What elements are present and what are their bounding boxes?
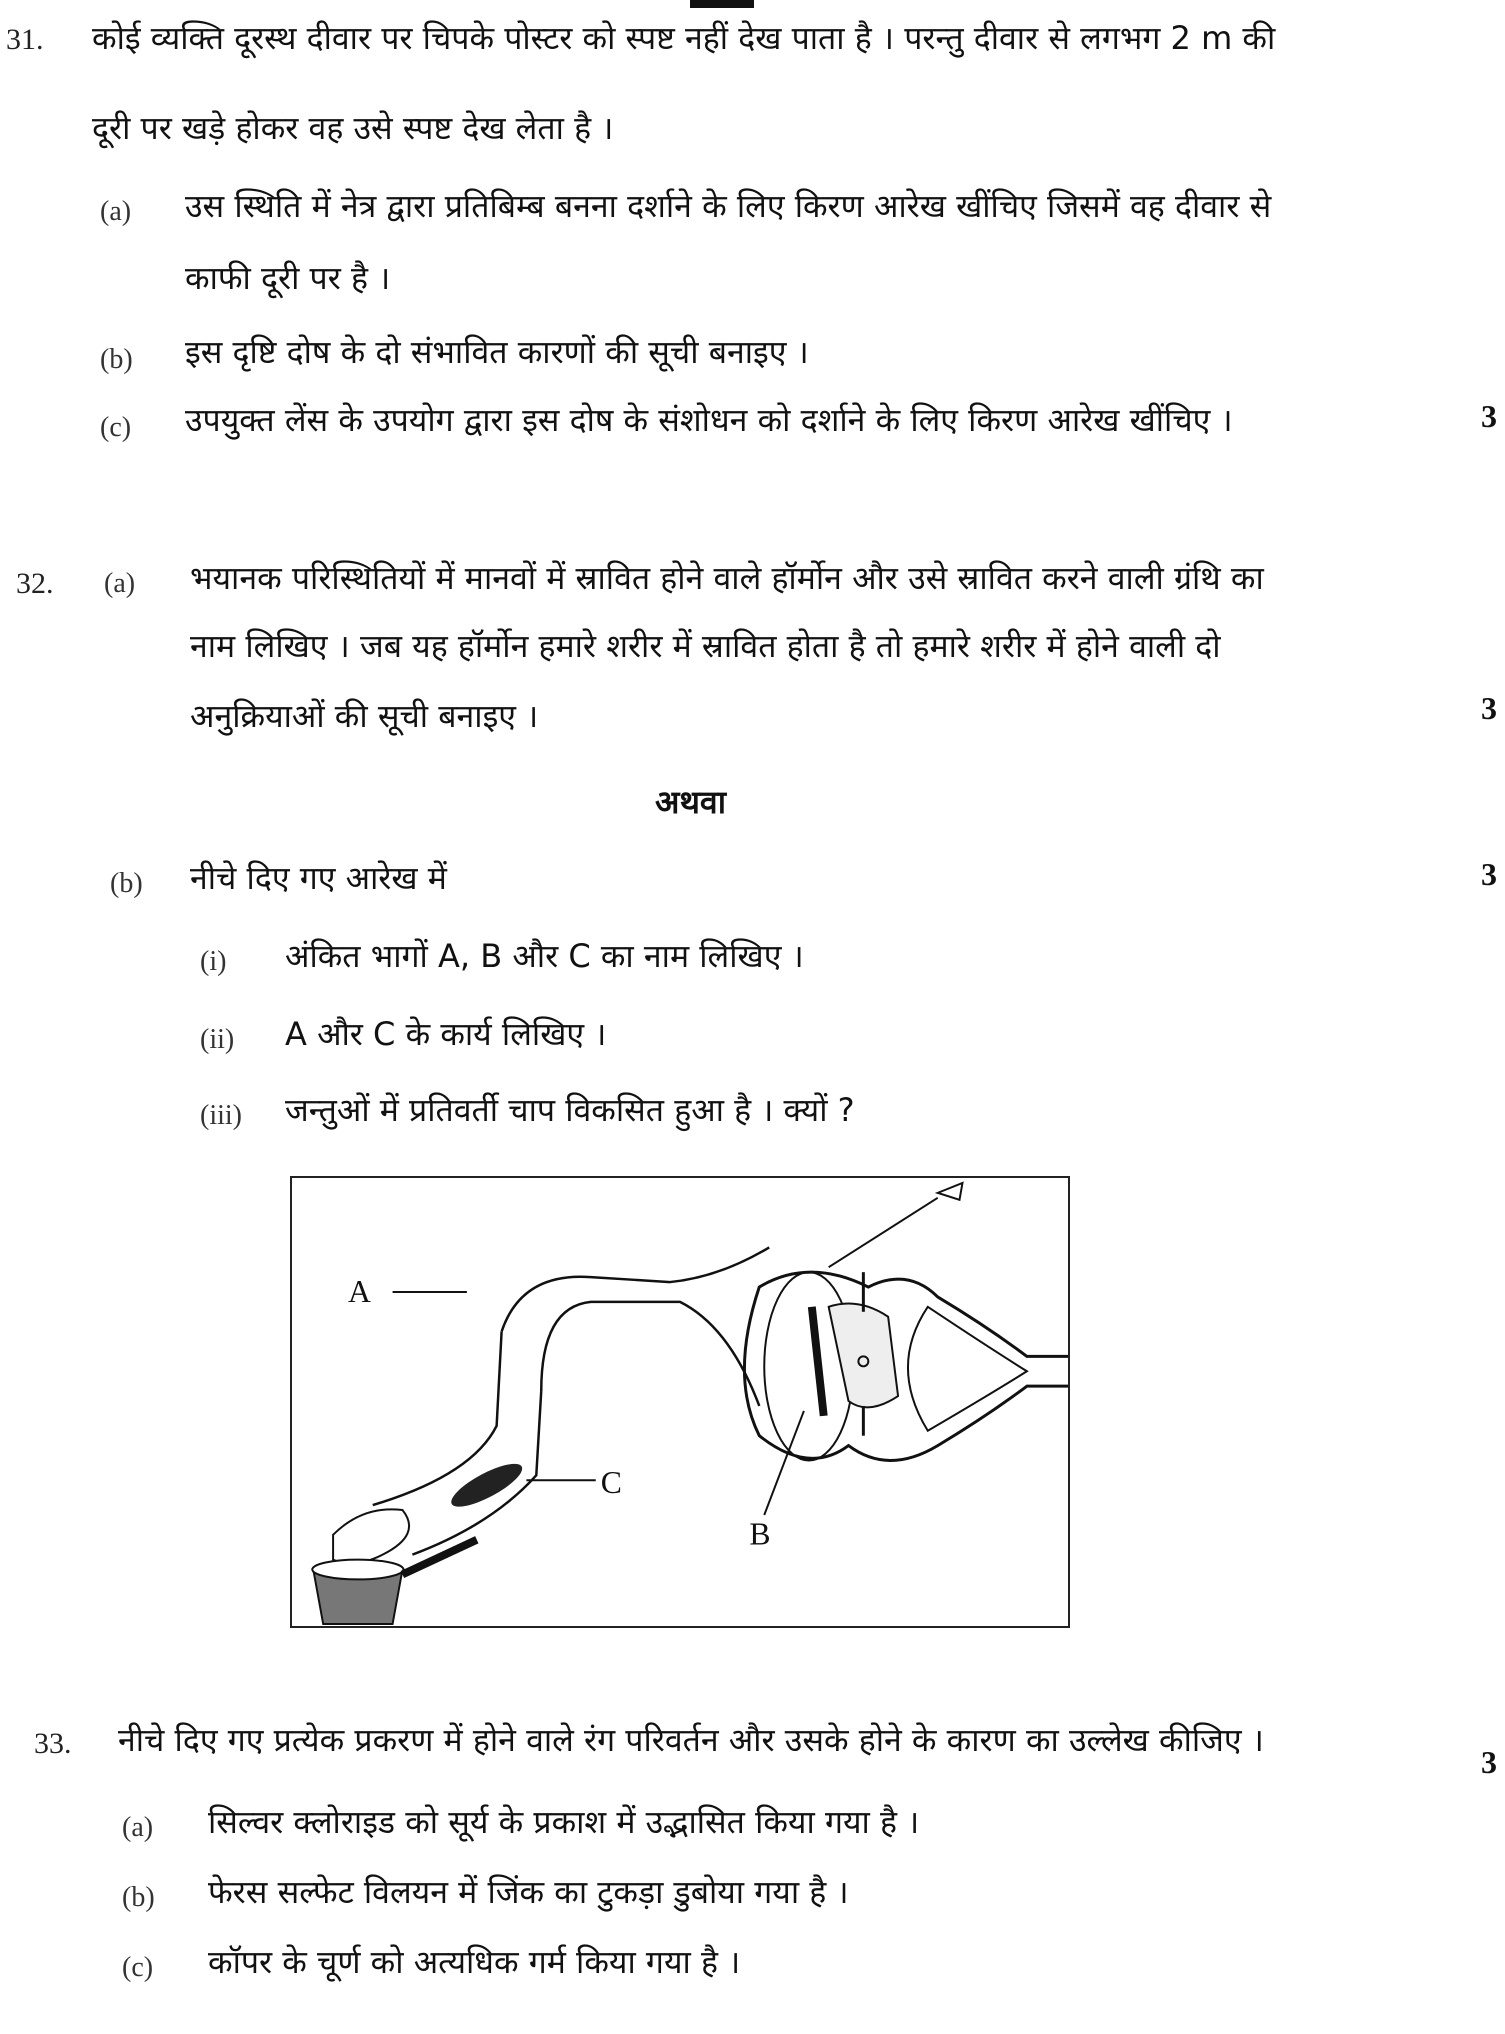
part-label: (b) <box>100 344 133 375</box>
part-text: उपयुक्त लेंस के उपयोग द्वारा इस दोष के संशोधन को दर्शाने के लिए किरण आरेख खींचिए । <box>185 401 1233 439</box>
part-label: (a) <box>100 196 132 227</box>
part-text: सिल्वर क्लोराइड को सूर्य के प्रकाश में उद्भासित किया गया है । <box>208 1803 920 1841</box>
question-text: नीचे दिए गए प्रत्येक प्रकरण में होने वाले रंग परिवर्तन और उसके होने के कारण का उल्लेख कीजिए । <box>118 1721 1264 1759</box>
question-text-line: कोई व्यक्ति दूरस्थ दीवार पर चिपके पोस्टर को स्पष्ट नहीं देख पाता है । परन्तु दीवार से लगभग 2 m की <box>92 19 1276 57</box>
part-label: (b) <box>110 868 143 899</box>
subpart-label: (i) <box>200 946 227 977</box>
part-label: (a) <box>122 1812 154 1843</box>
part-text: फेरस सल्फेट विलयन में जिंक का टुकड़ा डुबोया गया है । <box>208 1873 849 1911</box>
question-number: 31. <box>6 23 44 56</box>
subpart-label: (ii) <box>200 1024 235 1055</box>
label-a: A <box>347 1273 371 1309</box>
reflex-arc-illustration <box>292 1178 1068 1626</box>
marks: 3 <box>1481 398 1497 434</box>
question-number: 32. <box>16 567 54 600</box>
part-text: नीचे दिए गए आरेख में <box>190 859 447 897</box>
label-b: B <box>749 1516 771 1552</box>
marks: 3 <box>1481 856 1497 892</box>
part-text: इस दृष्टि दोष के दो संभावित कारणों की सूची बनाइए । <box>185 333 809 371</box>
question-number: 33. <box>34 1727 72 1760</box>
reflex-arc-diagram <box>290 1176 1070 1628</box>
subpart-text: अंकित भागों A, B और C का नाम लिखिए । <box>285 937 804 975</box>
part-text: कॉपर के चूर्ण को अत्यधिक गर्म किया गया है । <box>208 1943 741 1981</box>
marks: 3 <box>1481 690 1497 726</box>
part-text: नाम लिखिए । जब यह हॉर्मोन हमारे शरीर में स्रावित होता है तो हमारे शरीर में होने वाली दो <box>190 627 1221 665</box>
subpart-text: जन्तुओं में प्रतिवर्ती चाप विकसित हुआ है । क्यों ? <box>285 1091 855 1129</box>
part-label: (a) <box>104 568 136 599</box>
part-label: (b) <box>122 1882 155 1913</box>
or-label: अथवा <box>655 783 726 821</box>
part-text: भयानक परिस्थितियों में मानवों में स्रावित होने वाले हॉर्मोन और उसे स्रावित करने वाली ग्रंथि का <box>190 559 1264 597</box>
subpart-text: A और C के कार्य लिखिए । <box>285 1015 607 1053</box>
part-text: काफी दूरी पर है । <box>185 259 391 297</box>
marks: 3 <box>1481 1744 1497 1780</box>
part-text: अनुक्रियाओं की सूची बनाइए । <box>190 697 539 735</box>
question-text-line: दूरी पर खड़े होकर वह उसे स्पष्ट देख लेता है । <box>92 109 614 147</box>
part-text: उस स्थिति में नेत्र द्वारा प्रतिबिम्ब बनना दर्शाने के लिए किरण आरेख खींचिए जिसमें वह दीवार से <box>185 187 1272 225</box>
subpart-label: (iii) <box>200 1100 242 1131</box>
part-label: (c) <box>122 1952 154 1983</box>
part-label: (c) <box>100 412 132 443</box>
label-c: C <box>600 1465 622 1501</box>
header-scan-mark <box>690 0 754 8</box>
